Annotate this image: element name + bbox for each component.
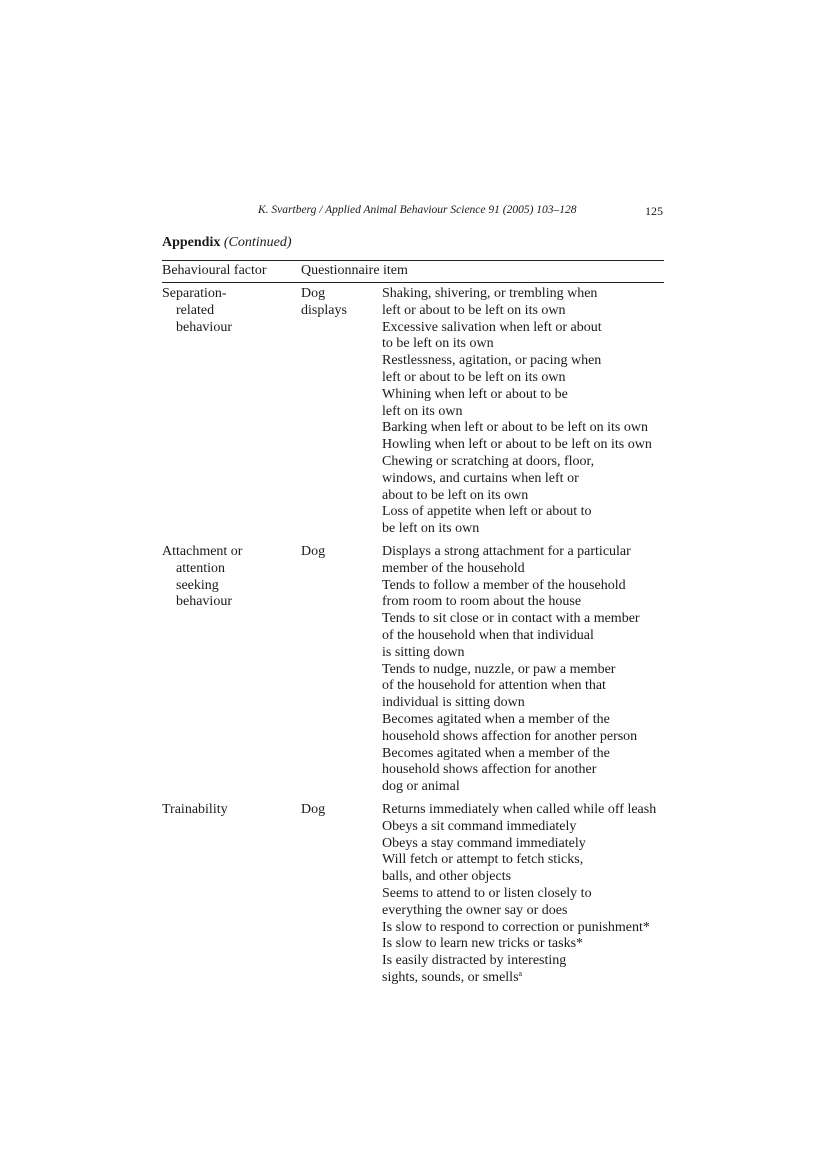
behavioural-factor-cell xyxy=(162,544,242,611)
questionnaire-items-cell-line: Restlessness, agitation, or pacing when xyxy=(382,353,602,369)
questionnaire-items-cell xyxy=(382,544,640,796)
questionnaire-items-cell-line: left on its own xyxy=(382,403,463,419)
questionnaire-items-cell-line: Returns immediately when called while off leash xyxy=(382,802,657,817)
questionnaire-items-cell-line: Becomes agitated when a member of the xyxy=(382,745,610,761)
behavioural-factor-cell-line: related xyxy=(176,302,215,318)
behavioural-factor-cell-line: Attachment or xyxy=(162,544,243,559)
questionnaire-items-cell-line: Howling when left or about to be left on its own xyxy=(382,437,652,453)
questionnaire-items-cell-line: about to be left on its own xyxy=(382,487,529,503)
questionnaire-items-cell-line: Tends to nudge, nuzzle, or paw a member xyxy=(382,661,616,677)
header-behavioural-factor: Behavioural factor xyxy=(162,263,267,278)
questionnaire-items-cell-line: sights, sounds, or smells$^a$ xyxy=(382,968,523,985)
appendix-label: Appendix xyxy=(162,235,221,250)
questionnaire-items-cell-line: Excessive salivation when left or about xyxy=(382,319,602,335)
questionnaire-items-cell-line: be left on its own xyxy=(382,521,480,537)
questionnaire-items-cell-line: Will fetch or attempt to fetch sticks, xyxy=(382,852,584,868)
questionnaire-items-cell-line: household shows affection for another xyxy=(382,762,597,778)
questionnaire-items-cell-line: is sitting down xyxy=(382,644,465,660)
appendix-continued: (Continued) xyxy=(223,235,292,250)
subject-cell-line: Dog xyxy=(301,802,326,817)
questionnaire-items-cell-line: Obeys a stay command immediately xyxy=(382,835,586,851)
subject-cell xyxy=(301,544,325,561)
subject-cell-line: Dog xyxy=(301,544,326,559)
questionnaire-items-cell-line: dog or animal xyxy=(382,779,460,795)
questionnaire-items-cell-line: Seems to attend to or listen closely to xyxy=(382,885,592,901)
questionnaire-items-cell-line: member of the household xyxy=(382,560,525,576)
table-top-rule xyxy=(162,260,664,261)
subject-cell-line: Dog xyxy=(301,286,326,301)
questionnaire-items-cell-line: balls, and other objects xyxy=(382,869,512,885)
table-header-rule xyxy=(162,282,664,283)
questionnaire-items-cell-line: Loss of appetite when left or about to xyxy=(382,504,592,520)
questionnaire-items-cell-line: Displays a strong attachment for a particular xyxy=(382,544,631,559)
questionnaire-items-cell-line: from room to room about the house xyxy=(382,594,582,610)
header-questionnaire-item: Questionnaire item xyxy=(301,263,408,278)
behavioural-factor-cell-line: Separation- xyxy=(162,286,227,301)
behavioural-factor-cell xyxy=(162,286,232,336)
behavioural-factor-cell-line: seeking xyxy=(176,577,219,593)
questionnaire-items-cell-line: Is slow to learn new tricks or tasks* xyxy=(382,936,584,952)
behavioural-factor-cell-line: Trainability xyxy=(162,802,228,817)
questionnaire-items-cell xyxy=(382,286,652,538)
questionnaire-items-cell-line: Chewing or scratching at doors, floor, xyxy=(382,453,595,469)
questionnaire-items-cell-line: individual is sitting down xyxy=(382,695,525,711)
questionnaire-items-cell-line: left or about to be left on its own xyxy=(382,302,566,318)
questionnaire-items-cell-line: to be left on its own xyxy=(382,336,494,352)
questionnaire-items-cell-line: Obeys a sit command immediately xyxy=(382,818,577,834)
behavioural-factor-cell-line: behaviour xyxy=(176,319,232,335)
subject-cell xyxy=(301,286,347,320)
subject-cell-line: displays xyxy=(301,302,347,318)
questionnaire-items-cell-line: Tends to follow a member of the household xyxy=(382,577,626,593)
page-number: 125 xyxy=(645,204,663,218)
questionnaire-items-cell-line: Shaking, shivering, or trembling when xyxy=(382,286,598,301)
footnote-marker: a xyxy=(518,968,523,978)
questionnaire-items-cell-line: of the household for attention when that xyxy=(382,678,606,694)
appendix-title xyxy=(162,235,292,251)
behavioural-factor-cell-line: attention xyxy=(176,560,225,576)
questionnaire-items-cell-line: Becomes agitated when a member of the xyxy=(382,711,610,727)
behavioural-factor-cell xyxy=(162,802,228,819)
questionnaire-items-cell-line: windows, and curtains when left or xyxy=(382,470,579,486)
subject-cell xyxy=(301,802,325,819)
questionnaire-items-cell-line: of the household when that individual xyxy=(382,627,594,643)
questionnaire-items-cell-line: left or about to be left on its own xyxy=(382,369,566,385)
questionnaire-items-cell xyxy=(382,802,656,987)
questionnaire-items-cell-line: everything the owner say or does xyxy=(382,902,568,918)
behavioural-factor-cell-line: behaviour xyxy=(176,594,232,610)
journal-citation: K. Svartberg / Applied Animal Behaviour Science 91 (2005) 103–128 xyxy=(258,204,577,216)
questionnaire-items-cell-line: Tends to sit close or in contact with a member xyxy=(382,611,640,627)
questionnaire-items-cell-line: household shows affection for another person xyxy=(382,728,638,744)
questionnaire-items-cell-line: Barking when left or about to be left on its own xyxy=(382,420,648,436)
questionnaire-items-cell-line: Is easily distracted by interesting xyxy=(382,953,567,969)
questionnaire-items-cell-line: Is slow to respond to correction or punishment* xyxy=(382,919,650,935)
questionnaire-items-cell-line: Whining when left or about to be xyxy=(382,386,568,402)
